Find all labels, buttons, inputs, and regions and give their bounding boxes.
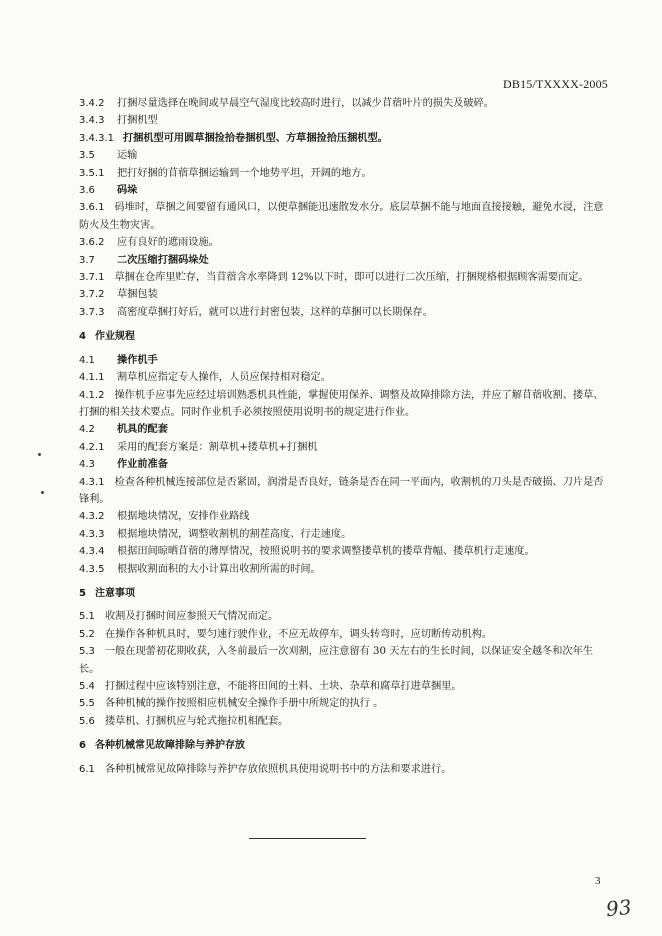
clause-number: 3.4.3.1 xyxy=(79,132,114,144)
section-number: 6 xyxy=(79,740,86,752)
clause-4-3 xyxy=(79,456,609,473)
clause-number: 3.6.2 xyxy=(79,237,105,249)
clause-text: 机具的配套 xyxy=(117,423,168,436)
clause-text: 各种机械的操作按照相应机械安全操作手册中所规定的执行 。 xyxy=(105,698,384,710)
clause-4-2-1 xyxy=(79,439,609,456)
clause-number: 5.1 xyxy=(79,611,95,623)
clause-text: 草捆在仓库里贮存，当苜蓿含水率降到 12%以下时，即可以进行二次压缩，打捆规格根据顾客需要而定。 xyxy=(114,272,589,284)
section-number: 5 xyxy=(79,587,86,599)
clause-number: 3.7 xyxy=(79,254,95,266)
clause-text: 采用的配套方案是：割草机+搂草机+打捆机 xyxy=(117,441,318,453)
clause-text: 各种机械常见故障排除与养护存放依照机具使用说明书中的方法和要求进行。 xyxy=(105,763,452,775)
clause-text: 码垛 xyxy=(117,184,138,197)
section-number: 4 xyxy=(79,331,86,343)
clause-3-7 xyxy=(79,252,609,269)
clause-number: 3.7.3 xyxy=(79,306,105,318)
section-5-heading xyxy=(79,585,609,602)
standard-code: DB15/TXXXX-2005 xyxy=(503,77,608,91)
clause-text: 根据地块情况，安排作业路线 xyxy=(117,511,250,523)
clause-text: 在操作各种机具时，要匀速行驶作业，不应无故停车，调头转弯时，应切断传动机构。 xyxy=(105,628,493,640)
clause-text: 割草机应指定专人操作，人员应保持相对稳定。 xyxy=(117,372,331,384)
clause-number: 5.5 xyxy=(79,698,95,710)
clause-number: 3.4.2 xyxy=(79,98,105,109)
clause-3-5 xyxy=(79,147,609,164)
clause-text: 草捆包装 xyxy=(117,289,158,301)
clause-text: 根据田间晾晒苜蓿的薄厚情况，按照说明书的要求调整搂草机的搂草背幅、搂草机行走速度。 xyxy=(117,546,535,558)
clause-5-3 xyxy=(79,643,609,678)
clause-4-3-5 xyxy=(79,561,609,578)
clause-number: 4.3.3 xyxy=(79,528,105,540)
document-body xyxy=(79,95,609,778)
scan-mark xyxy=(41,491,44,494)
clause-4-3-3 xyxy=(79,526,609,543)
clause-text: 把打好捆的苜蓿草捆运输到一个地势平坦，开阔的地方。 xyxy=(117,167,372,179)
clause-4-3-2 xyxy=(79,508,609,525)
clause-number: 4.1 xyxy=(79,354,95,366)
clause-number: 4.3.5 xyxy=(79,563,105,575)
clause-text: 码堆时，草捆之间要留有通风口，以便草捆能迅速散发水分。底层草捆不能与地面直接接触，避免水浸，注意防火及生物灾害。 xyxy=(79,202,604,231)
clause-text: 高密度草捆打好后，就可以进行封密包装，这样的草捆可以长期保存。 xyxy=(117,306,433,318)
page-number: 3 xyxy=(595,875,601,887)
section-6-heading xyxy=(79,737,609,754)
scan-mark xyxy=(38,453,41,456)
clause-text: 打捆机型可用圆草捆捡拾卷捆机型、方草捆捡拾压捆机型。 xyxy=(123,131,388,144)
clause-4-1 xyxy=(79,352,609,369)
clause-5-2 xyxy=(79,626,609,643)
clause-number: 3.7.2 xyxy=(79,289,105,301)
section-title: 作业规程 xyxy=(95,331,135,343)
clause-text: 根据收割面积的大小计算出收割所需的时间。 xyxy=(117,563,321,575)
clause-3-6-1 xyxy=(79,199,609,234)
clause-text: 打捆过程中应该特别注意，不能将田间的土料、土块、杂草和腐草打进草捆里。 xyxy=(105,681,462,692)
clause-3-4-3-1 xyxy=(79,130,609,147)
clause-text: 根据地块情况，调整收割机的割茬高度、行走速度。 xyxy=(117,528,352,540)
clause-number: 4.2 xyxy=(79,424,95,436)
clause-3-5-1 xyxy=(79,165,609,182)
clause-text: 搂草机、打捆机应与轮式拖拉机相配套。 xyxy=(105,715,289,727)
clause-5-4 xyxy=(79,678,609,695)
clause-text: 打捆机型 xyxy=(117,115,158,127)
clause-3-7-1 xyxy=(79,269,609,286)
clause-number: 5.6 xyxy=(79,715,95,727)
clause-4-1-1 xyxy=(79,369,609,386)
clause-number: 5.2 xyxy=(79,628,95,640)
clause-number: 4.1.2 xyxy=(79,389,105,401)
clause-6-1 xyxy=(79,761,609,778)
clause-number: 3.4.3 xyxy=(79,115,105,127)
clause-3-7-2 xyxy=(79,286,609,303)
section-4-heading xyxy=(79,328,609,345)
section-title: 注意事项 xyxy=(95,587,135,599)
clause-text: 检查各种机械连接部位是否紧固，润滑是否良好，链条是否在同一平面内，收割机的刀头是否破损、刀片是否锋利。 xyxy=(79,476,604,505)
clause-3-4-3 xyxy=(79,112,609,129)
clause-number: 5.3 xyxy=(79,646,95,658)
clause-5-6 xyxy=(79,713,609,730)
clause-text: 运输 xyxy=(117,150,138,162)
clause-text: 打捆尽量选择在晚间或早晨空气湿度比较高时进行，以减少苜蓿叶片的损失及破碎。 xyxy=(117,98,494,109)
clause-4-2 xyxy=(79,421,609,438)
clause-number: 4.3.4 xyxy=(79,546,105,558)
clause-number: 4.2.1 xyxy=(79,441,105,453)
clause-3-6 xyxy=(79,182,609,199)
clause-number: 6.1 xyxy=(79,763,95,775)
clause-4-1-2 xyxy=(79,387,609,422)
clause-number: 3.6 xyxy=(79,185,95,197)
clause-text: 应有良好的遮雨设施。 xyxy=(117,237,219,249)
clause-number: 5.4 xyxy=(79,681,95,692)
end-rule xyxy=(249,838,366,839)
clause-3-7-3 xyxy=(79,304,609,321)
clause-number: 4.1.1 xyxy=(79,372,105,384)
clause-5-1 xyxy=(79,608,609,625)
clause-text: 二次压缩打捆码垛处 xyxy=(117,253,209,266)
clause-4-3-4 xyxy=(79,543,609,560)
clause-number: 3.5 xyxy=(79,150,95,162)
clause-3-4-2 xyxy=(79,95,609,112)
handwritten-page-number: 93 xyxy=(604,894,633,922)
section-title: 各种机械常见故障排除与养护存放 xyxy=(95,740,245,752)
clause-number: 3.7.1 xyxy=(79,272,105,284)
clause-number: 3.5.1 xyxy=(79,167,105,179)
clause-text: 操作机手应事先应经过培训熟悉机具性能，掌握使用保养、调整及故障排除方法，并应了解苜蓿收割、搂草、打捆的相关技术要点。同时作业机手必须按照使用说明书的规定进行作业。 xyxy=(79,389,604,418)
clause-text: 收割及打捆时间应参照天气情况而定。 xyxy=(105,611,279,623)
clause-4-3-1 xyxy=(79,474,609,509)
clause-text: 操作机手 xyxy=(117,353,158,366)
clause-number: 3.6.1 xyxy=(79,202,105,214)
clause-number: 4.3.1 xyxy=(79,476,105,488)
clause-number: 4.3.2 xyxy=(79,511,105,523)
clause-3-6-2 xyxy=(79,234,609,251)
clause-text: 作业前准备 xyxy=(117,458,168,471)
clause-5-5 xyxy=(79,695,609,712)
clause-text: 一般在现蕾初花期收获，入冬前最后一次刈割，应注意留有 30 天左右的生长时间，以保证安全越冬和次年生长。 xyxy=(79,646,593,675)
clause-number: 4.3 xyxy=(79,459,95,471)
